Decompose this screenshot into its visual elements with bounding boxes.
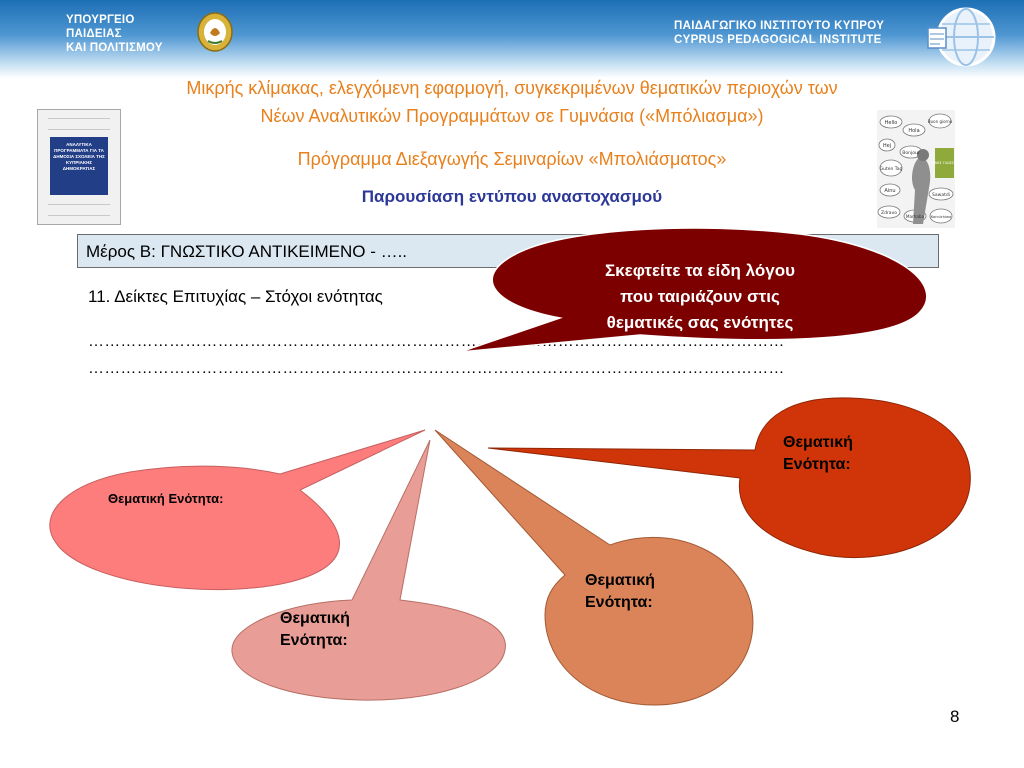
institute-name-line1: ΠΑΙΔΑΓΩΓΙΚΟ ΙΝΣΤΙΤΟΥΤΟ ΚΥΠΡΟΥ [674, 20, 885, 32]
page-number: 8 [950, 707, 960, 726]
unit-callout-right-line1: Θεματική [783, 434, 853, 451]
title-line-2: Νέων Αναλυτικών Προγραμμάτων σε Γυμνάσια («Μπόλιασμα») [260, 106, 764, 126]
lang-badge: ΞΕΝΕΣ ΓΛΩΣΣΕΣ [930, 161, 959, 165]
unit-callout-right-label [783, 432, 853, 476]
lang-word-bonjour: Bonjour [902, 151, 920, 156]
unit-callout-orange-label [585, 570, 655, 614]
lang-word-zdravo: Zdravo [881, 211, 897, 216]
lang-word-hello: Hello [884, 120, 898, 126]
lang-word-marhaba: Marhaba [905, 214, 925, 219]
unit-callout-orange-line1: Θεματική [585, 572, 655, 589]
lang-word-sawatdi: Sawatdi [932, 193, 950, 198]
lang-word-konnichiwa: Konnichiwa [930, 215, 952, 219]
think-callout-line2: που ταιριάζουν στις [620, 287, 780, 306]
lang-word-gutentag: Guten Tag [879, 167, 903, 172]
unit-callout-left-label: Θεματική Ενότητα: [108, 491, 224, 506]
think-callout-line3: θεματικές σας ενότητες [606, 313, 794, 332]
item-11-label: 11. Δείκτες Επιτυχίας – Στόχοι ενότητας [88, 287, 383, 306]
ministry-name-line2: ΚΑΙ ΠΟΛΙΤΙΣΜΟΥ [66, 42, 163, 54]
think-callout-text [520, 258, 880, 336]
institute-name-line2: CYPRUS PEDAGOGICAL INSTITUTE [674, 34, 882, 46]
lang-word-ainu: Ainu [884, 188, 896, 194]
unit-callout-pink-line2: Ενότητα: [280, 632, 348, 649]
unit-callout-pink-label [280, 608, 350, 652]
unit-callout-pink-line1: Θεματική [280, 610, 350, 627]
lang-word-hola: Hola [908, 128, 920, 134]
think-callout-line1: Σκεφτείτε τα είδη λόγου [604, 261, 796, 280]
unit-callout-right-line2: Ενότητα: [783, 456, 851, 473]
answer-dotted-line-1: ………………………………………………………………………………………………………………… [88, 333, 785, 350]
lang-word-hej: Hej [882, 143, 892, 149]
ministry-name-line1: ΥΠΟΥΡΓΕΙΟ ΠΑΙΔΕΙΑΣ [66, 14, 135, 40]
lang-word-buongiorno: Buon giorno [927, 119, 953, 124]
unit-callout-orange-line2: Ενότητα: [585, 594, 653, 611]
page-subtitle: Παρουσίαση εντύπου αναστοχασμού [361, 187, 663, 206]
answer-dotted-line-2: ………………………………………………………………………………………………………………… [88, 360, 785, 377]
section-box: Μέρος Β: ΓΝΩΣΤΙΚΟ ΑΝΤΙΚΕΙΜΕΝΟ - ….. [77, 234, 939, 268]
title-line-3: Πρόγραμμα Διεξαγωγής Σεμιναρίων «Μπολιάσματος» [297, 149, 727, 169]
title-line-1: Μικρής κλίμακας, ελεγχόμενη εφαρμογή, συγκεκριμένων θεματικών περιοχών των [186, 78, 838, 98]
book-cover-title: ΑΝΑΛΥΤΙΚΑ ΠΡΟΓΡΑΜΜΑΤΑ ΓΙΑ ΤΑ ΔΗΜΟΣΙΑ ΣΧΟΛΕΙΑ ΤΗΣ ΚΥΠΡΙΑΚΗΣ ΔΗΜΟΚΡΑΤΙΑΣ [50, 137, 108, 195]
